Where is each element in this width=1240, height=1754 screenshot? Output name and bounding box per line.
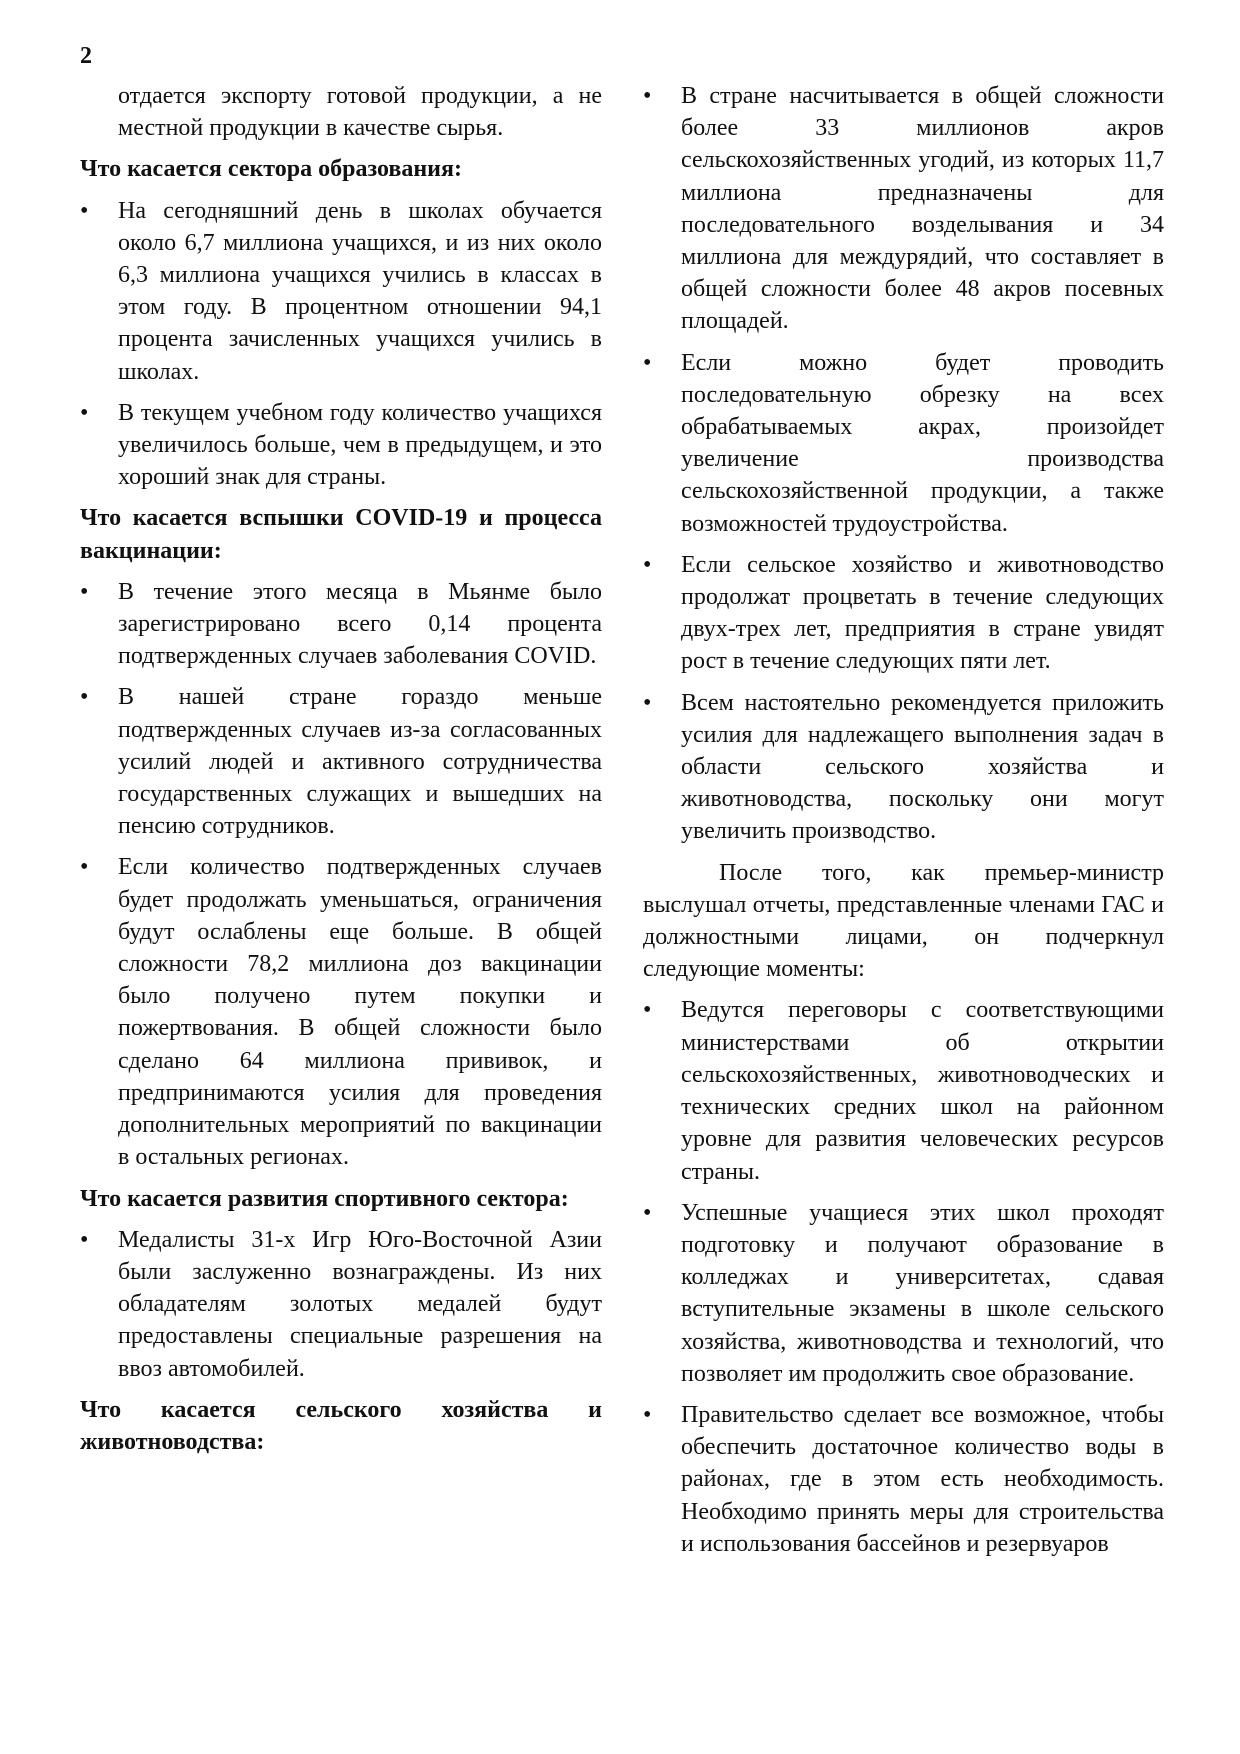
list-item-text: В текущем учебном году количество учащихся увеличилось больше, чем в предыдущем, и это хороший знак для страны.	[118, 399, 602, 491]
list-item	[80, 851, 602, 1173]
list-item	[643, 1399, 1164, 1560]
pm-points-list	[643, 994, 1164, 1559]
list-item	[643, 994, 1164, 1187]
bullet-icon: •	[80, 684, 89, 711]
section-heading-covid: Что касается вспышки COVID-19 и процесса вакцинации:	[80, 505, 602, 564]
covid-list	[80, 576, 602, 1174]
bullet-icon: •	[80, 399, 89, 426]
sports-list	[80, 1224, 602, 1385]
bullet-icon: •	[80, 1226, 89, 1253]
list-item	[80, 681, 602, 842]
list-item-text: На сегодняшний день в школах обучается около 6,7 миллиона учащихся, и из них около 6,3 миллиона учащихся учились в классах в этом году. В процентном отношении 94,1 процента зачисленных учащихся учились в школах.	[118, 197, 602, 385]
list-item-text: Успешные учащиеся этих школ проходят подготовку и получают образование в колледжах и университетах, сдавая вступительные экзамены в школе сельского хозяйства, животноводства и технологий, что позволяет им продолжить свое образование.	[681, 1199, 1164, 1387]
list-item	[643, 80, 1164, 338]
list-item-text: Если количество подтвержденных случаев будет продолжать уменьшаться, ограничения будут ослаблены еще больше. В общей сложности 78,2 миллиона доз вакцинации было получено путем покупки и пожертвования. В общей сложности было сделано 64 миллиона прививок, и предпринимаются усилия для проведения дополнительных мероприятий по вакцинации в остальных регионах.	[118, 854, 602, 1171]
list-item	[80, 576, 602, 673]
list-item-text: Если сельское хозяйство и животноводство продолжат процветать в течение следующих двух-трех лет, предприятия в стране увидят рост в течение следующих пяти лет.	[681, 551, 1164, 675]
continuation-text: отдается экспорту готовой продукции, а не местной продукции в качестве сырья.	[118, 83, 602, 142]
bullet-icon: •	[80, 854, 89, 881]
bullet-icon: •	[643, 349, 652, 376]
list-item-text: Правительство сделает все возможное, чтобы обеспечить достаточное количество воды в районах, где в этом есть необходимость. Необходимо принять меры для строительства и использования бассейнов и резервуаров	[681, 1401, 1164, 1557]
body-paragraph: После того, как премьер-министр выслушал отчеты, представленные членами ГАС и должностными лицами, он подчеркнул следующие моменты:	[643, 859, 1164, 983]
list-item-text: Если можно будет проводить последовательную обрезку на всех обрабатываемых акрах, произойдет увеличение производства сельскохозяйственной продукции, а также возможностей трудоустройства.	[681, 349, 1164, 537]
list-item	[643, 549, 1164, 678]
list-item-text: В стране насчитывается в общей сложности более 33 миллионов акров сельскохозяйственных угодий, из которых 11,7 миллиона предназначены для последовательного возделывания и 34 миллиона для междурядий, что составляет в общей сложности более 48 акров посевных площадей.	[681, 83, 1164, 335]
list-item-text: В нашей стране гораздо меньше подтвержденных случаев из-за согласованных усилий людей и активного сотрудничества государственных служащих и вышедших на пенсию сотрудников.	[118, 684, 602, 840]
agriculture-list	[643, 80, 1164, 848]
bullet-icon: •	[643, 1199, 652, 1226]
list-item-text: В течение этого месяца в Мьянме было зарегистрировано всего 0,14 процента подтвержденных случаев заболевания COVID.	[118, 578, 602, 670]
bullet-icon: •	[80, 578, 89, 605]
left-column	[80, 80, 602, 1467]
list-item	[80, 397, 602, 494]
list-item-text: Ведутся переговоры с соответствующими министерствами об открытии сельскохозяйственных, животноводческих и технических средних школ на районном уровне для развития человеческих ресурсов страны.	[681, 997, 1164, 1185]
list-item	[80, 1224, 602, 1385]
page-number: 2	[80, 43, 92, 69]
section-heading-agriculture: Что касается сельского хозяйства и животноводства:	[80, 1396, 602, 1455]
bullet-icon: •	[643, 997, 652, 1024]
section-heading-education: Что касается сектора образования:	[80, 156, 462, 183]
education-list	[80, 195, 602, 494]
bullet-icon: •	[80, 197, 89, 224]
bullet-icon: •	[643, 1401, 652, 1428]
bullet-icon: •	[643, 689, 652, 716]
bullet-icon: •	[643, 551, 652, 578]
right-column	[643, 80, 1164, 1569]
section-heading-sports: Что касается развития спортивного сектора:	[80, 1185, 569, 1212]
list-item	[643, 347, 1164, 540]
list-item	[643, 1197, 1164, 1390]
list-item	[80, 195, 602, 388]
list-item-text: Медалисты 31-х Игр Юго-Восточной Азии были заслуженно вознаграждены. Из них обладателям золотых медалей будут предоставлены специальные разрешения на ввоз автомобилей.	[118, 1226, 602, 1382]
list-item-text: Всем настоятельно рекомендуется приложить усилия для надлежащего выполнения задач в области сельского хозяйства и животноводства, поскольку они могут увеличить производство.	[681, 689, 1164, 845]
bullet-icon: •	[643, 83, 652, 109]
list-item	[643, 687, 1164, 848]
